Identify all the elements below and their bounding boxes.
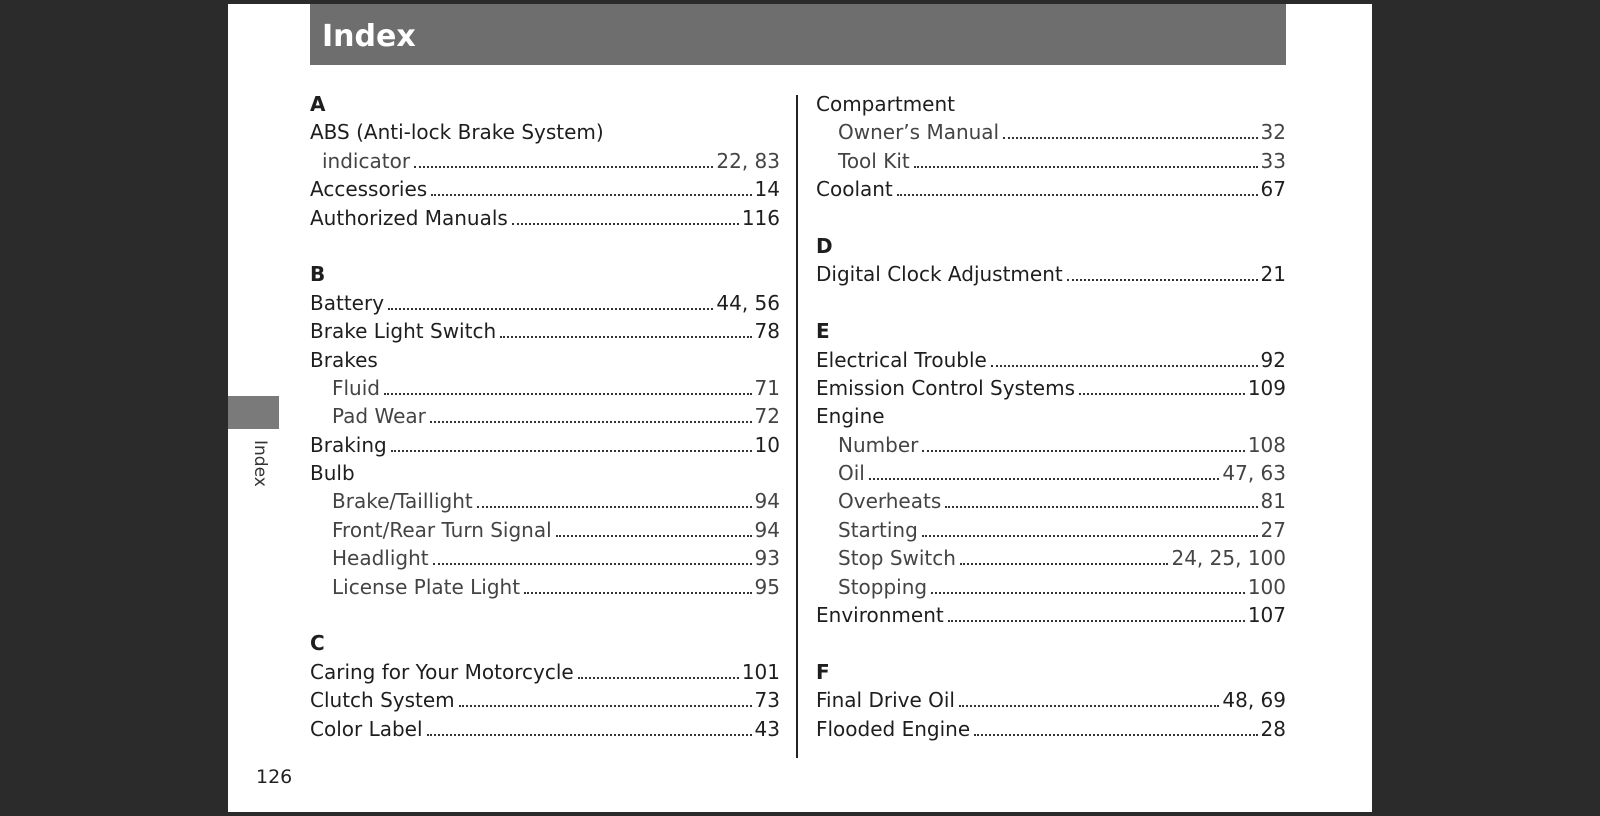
- entry-pages: 93: [754, 546, 780, 571]
- column-divider: [796, 95, 798, 758]
- dot-leader: [414, 148, 713, 168]
- index-heading: Engine: [816, 404, 885, 429]
- entry-term: Electrical Trouble: [816, 347, 987, 372]
- dot-leader: [869, 460, 1220, 480]
- entry-pages: 48, 69: [1222, 688, 1286, 713]
- index-entry: [816, 346, 1286, 374]
- entry-line: [310, 573, 780, 601]
- dot-leader: [578, 659, 739, 679]
- side-label: Index: [250, 440, 270, 487]
- entry-pages: 100: [1247, 574, 1286, 599]
- dot-leader: [430, 403, 752, 423]
- entry-pages: 28: [1260, 716, 1286, 741]
- index-entry: [310, 175, 780, 203]
- entry-term: Pad Wear: [332, 404, 426, 429]
- entry-line: [310, 289, 780, 317]
- index-entry: [816, 431, 1286, 459]
- entry-pages: 109: [1247, 375, 1286, 400]
- dot-leader: [431, 176, 751, 196]
- entry-pages: 94: [754, 517, 780, 542]
- entry-term: Number: [838, 432, 919, 457]
- index-entry: [310, 402, 780, 430]
- dot-leader: [1079, 375, 1245, 395]
- entry-line: [310, 374, 780, 402]
- entry-term: Flooded Engine: [816, 716, 971, 741]
- entry-line: [310, 544, 780, 572]
- entry-pages: 21: [1260, 262, 1286, 287]
- entry-line: [310, 175, 780, 203]
- dot-leader: [524, 574, 752, 594]
- index-entry: [310, 516, 780, 544]
- entry-term: Tool Kit: [838, 148, 910, 173]
- entry-line: [816, 431, 1286, 459]
- index-entry: [816, 260, 1286, 288]
- index-entry: [310, 658, 780, 686]
- entry-line: [310, 487, 780, 515]
- entry-term: Authorized Manuals: [310, 205, 508, 230]
- entry-pages: 24, 25, 100: [1171, 546, 1286, 571]
- dot-leader: [960, 545, 1169, 565]
- section-spacer: [310, 232, 780, 260]
- dot-leader: [556, 517, 752, 537]
- entry-line: [816, 374, 1286, 402]
- entry-term: indicator: [322, 148, 411, 173]
- dot-leader: [388, 290, 713, 310]
- dot-leader: [512, 205, 739, 225]
- entry-pages: 47, 63: [1222, 461, 1286, 486]
- entry-pages: 72: [754, 404, 780, 429]
- entry-pages: 73: [754, 688, 780, 713]
- entry-term: Caring for Your Motorcycle: [310, 659, 574, 684]
- entry-term: Headlight: [332, 546, 429, 571]
- section-spacer: [816, 204, 1286, 232]
- index-entry: [310, 715, 780, 743]
- entry-pages: 81: [1260, 489, 1286, 514]
- index-column-right: [816, 90, 1286, 743]
- entry-pages: 94: [754, 489, 780, 514]
- dot-leader: [427, 716, 752, 736]
- page-title: Index: [322, 19, 416, 54]
- dot-leader: [1067, 261, 1258, 281]
- index-entry: [310, 317, 780, 345]
- entry-pages: 92: [1260, 347, 1286, 372]
- entry-term: Final Drive Oil: [816, 688, 955, 713]
- index-entry: [816, 374, 1286, 402]
- index-entry: [310, 204, 780, 232]
- entry-pages: 43: [754, 716, 780, 741]
- entry-line: [310, 317, 780, 345]
- entry-term: Oil: [838, 461, 865, 486]
- dot-leader: [459, 687, 752, 707]
- dot-leader: [922, 432, 1244, 452]
- entry-line: [816, 260, 1286, 288]
- entry-line: [816, 459, 1286, 487]
- entry-line: [816, 601, 1286, 629]
- dot-leader: [477, 488, 752, 508]
- index-entry: [310, 544, 780, 572]
- index-entry: [816, 573, 1286, 601]
- page-number: 126: [256, 766, 293, 788]
- entry-line: [816, 118, 1286, 146]
- entry-term: Front/Rear Turn Signal: [332, 517, 552, 542]
- entry-pages: 101: [741, 659, 780, 684]
- dot-leader: [914, 148, 1258, 168]
- entry-term: Accessories: [310, 177, 428, 202]
- document-page: [228, 4, 1372, 812]
- section-letter: C: [310, 631, 325, 656]
- entry-line: [310, 204, 780, 232]
- index-entry: [816, 147, 1286, 175]
- index-heading: ABS (Anti-lock Brake System): [310, 120, 604, 145]
- side-tab: [228, 396, 279, 429]
- entry-line: [310, 402, 780, 430]
- index-entry: [816, 118, 1286, 146]
- dot-leader: [897, 176, 1258, 196]
- entry-term: Owner’s Manual: [838, 120, 1000, 145]
- index-entry: [310, 289, 780, 317]
- entry-line: [816, 686, 1286, 714]
- entry-line: [310, 516, 780, 544]
- entry-line: [310, 715, 780, 743]
- entry-line: [816, 487, 1286, 515]
- section-letter: E: [816, 319, 830, 344]
- section-spacer: [816, 629, 1286, 657]
- section-letter: D: [816, 233, 833, 258]
- entry-term: License Plate Light: [332, 574, 521, 599]
- dot-leader: [391, 432, 752, 452]
- entry-pages: 44, 56: [716, 290, 780, 315]
- entry-pages: 33: [1260, 148, 1286, 173]
- section-letter: B: [310, 262, 326, 287]
- entry-line: [816, 346, 1286, 374]
- dot-leader: [500, 318, 751, 338]
- entry-line: [310, 686, 780, 714]
- entry-term: Clutch System: [310, 688, 455, 713]
- entry-pages: 108: [1247, 432, 1286, 457]
- entry-pages: 10: [754, 432, 780, 457]
- section-spacer: [310, 601, 780, 629]
- index-entry: [816, 487, 1286, 515]
- index-entry: [816, 544, 1286, 572]
- dot-leader: [931, 574, 1245, 594]
- index-entry: [310, 487, 780, 515]
- dot-leader: [1003, 119, 1257, 139]
- index-entry: [816, 601, 1286, 629]
- entry-term: Braking: [310, 432, 387, 457]
- entry-pages: 95: [754, 574, 780, 599]
- index-entry: [310, 147, 780, 175]
- entry-line: [310, 658, 780, 686]
- entry-term: Stopping: [838, 574, 928, 599]
- section-letter: A: [310, 92, 326, 116]
- index-column-left: [310, 90, 780, 743]
- index-entry: [310, 374, 780, 402]
- entry-pages: 22, 83: [716, 148, 780, 173]
- index-entry: [310, 431, 780, 459]
- index-entry: [816, 686, 1286, 714]
- index-heading: Bulb: [310, 461, 355, 486]
- dot-leader: [384, 375, 752, 395]
- entry-line: [310, 431, 780, 459]
- index-entry: [310, 573, 780, 601]
- section-letter: F: [816, 659, 830, 684]
- index-entry: [816, 175, 1286, 203]
- index-heading: Brakes: [310, 347, 378, 372]
- entry-term: Fluid: [332, 375, 380, 400]
- entry-term: Overheats: [838, 489, 942, 514]
- entry-line: [816, 573, 1286, 601]
- entry-pages: 71: [754, 375, 780, 400]
- index-entry: [816, 516, 1286, 544]
- entry-pages: 78: [754, 319, 780, 344]
- entry-line: [816, 516, 1286, 544]
- entry-pages: 116: [741, 205, 780, 230]
- dot-leader: [922, 517, 1258, 537]
- entry-line: [816, 544, 1286, 572]
- entry-pages: 32: [1260, 120, 1286, 145]
- index-entry: [816, 715, 1286, 743]
- entry-line: [310, 147, 780, 175]
- section-spacer: [816, 289, 1286, 317]
- dot-leader: [974, 716, 1257, 736]
- dot-leader: [959, 687, 1219, 707]
- entry-term: Environment: [816, 603, 944, 628]
- entry-term: Color Label: [310, 716, 423, 741]
- entry-line: [816, 715, 1286, 743]
- index-entry: [816, 459, 1286, 487]
- dot-leader: [433, 545, 752, 565]
- entry-pages: 67: [1260, 177, 1286, 202]
- header-bar: [310, 4, 1286, 65]
- entry-pages: 27: [1260, 517, 1286, 542]
- entry-term: Starting: [838, 517, 918, 542]
- entry-term: Emission Control Systems: [816, 375, 1075, 400]
- dot-leader: [991, 347, 1258, 367]
- entry-term: Brake Light Switch: [310, 319, 497, 344]
- entry-line: [816, 147, 1286, 175]
- dot-leader: [948, 602, 1245, 622]
- entry-term: Brake/Taillight: [332, 489, 473, 514]
- entry-term: Battery: [310, 290, 385, 315]
- entry-term: Coolant: [816, 177, 893, 202]
- index-heading: Compartment: [816, 92, 956, 116]
- index-entry: [310, 686, 780, 714]
- entry-term: Stop Switch: [838, 546, 956, 571]
- entry-pages: 107: [1247, 603, 1286, 628]
- entry-term: Digital Clock Adjustment: [816, 262, 1063, 287]
- entry-line: [816, 175, 1286, 203]
- entry-pages: 14: [754, 177, 780, 202]
- dot-leader: [945, 488, 1257, 508]
